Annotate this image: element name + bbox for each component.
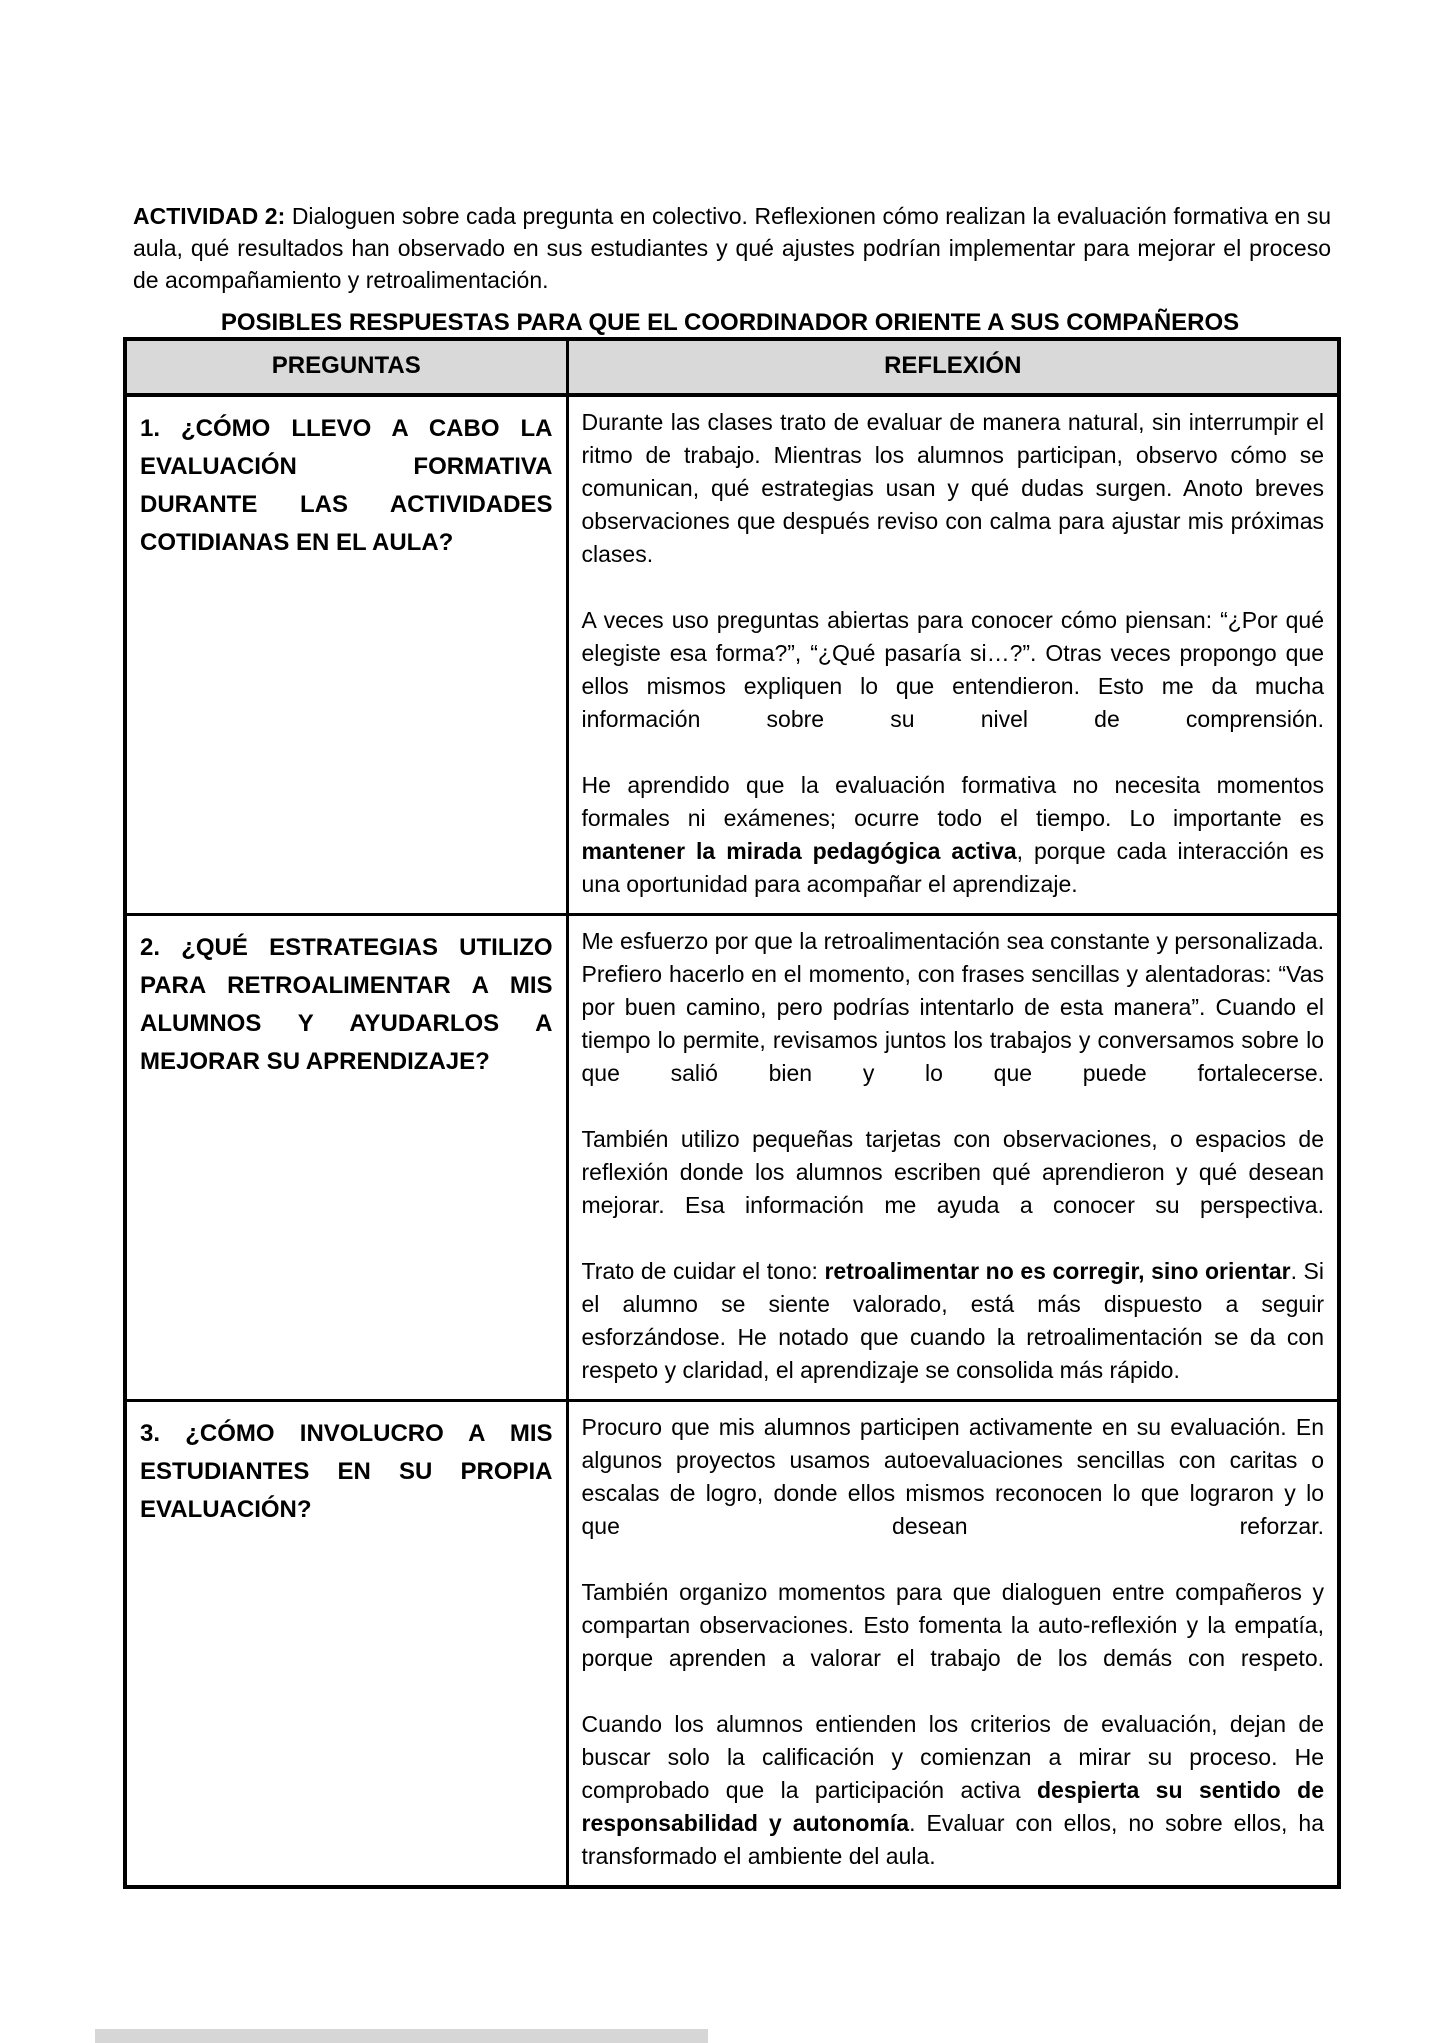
reflection-text: He aprendido que la evaluación formativa no necesita momentos formales ni exámenes; ocurre todo el tiempo. Lo importante es <box>581 772 1324 831</box>
question-text: 2. ¿QUÉ ESTRATEGIAS UTILIZO PARA RETROALIMENTAR A MIS ALUMNOS Y AYUDARLOS A MEJORAR SU APRENDIZAJE? <box>140 934 553 1075</box>
reflection-text: También organizo momentos para que dialoguen entre compañeros y compartan observaciones. Esto fomenta la auto-reflexión y la empatía, porque aprenden a valorar el trabajo de los demás con respeto. <box>581 1579 1324 1671</box>
reflection-bold-text: despierta su sentido de responsabilidad y autonomía <box>581 1777 1324 1836</box>
reflection-text: A veces uso preguntas abiertas para conocer cómo piensan: “¿Por qué elegiste esa forma?”, “¿Qué pasaría si…?”. Otras veces propongo que ellos mismos expliquen lo que entendieron. Esto me da mucha información sobre su nivel de comprensión. <box>581 607 1324 732</box>
reflection-paragraph <box>582 1576 1325 1675</box>
reflection-paragraph <box>582 1411 1325 1543</box>
table-header-row <box>125 339 1339 395</box>
reflection-text: Durante las clases trato de evaluar de manera natural, sin interrumpir el ritmo de trabajo. Mientras los alumnos participan, observo cómo se comunican, qué estrategias usan y qué dudas surgen. Anoto breves observaciones que después reviso con calma para ajustar mis próximas clases. <box>581 409 1324 567</box>
table-title: POSIBLES RESPUESTAS PARA QUE EL COORDINADOR ORIENTE A SUS COMPAÑEROS <box>220 309 1240 336</box>
reflection-text: . Si el alumno se siente valorado, está más dispuesto a seguir esforzándose. He notado que cuando la retroalimentación se da con respeto y claridad, el aprendizaje se consolida más rápido. <box>581 1258 1325 1383</box>
reflection-cell <box>567 915 1339 1401</box>
table-body <box>125 395 1339 1887</box>
activity-intro <box>133 200 1331 296</box>
next-page-fragment <box>95 2029 708 2043</box>
reflection-bold-text: mantener la mirada pedagógica activa <box>581 838 1017 864</box>
activity-intro-body: Dialoguen sobre cada pregunta en colectivo. Reflexionen cómo realizan la evaluación formativa en su aula, qué resultados han observado en sus estudiantes y qué ajustes podrían implementar para mejorar el proceso de acompañamiento y retroalimentación. <box>133 203 1332 293</box>
reflection-text: . Evaluar con ellos, no sobre ellos, ha transformado el ambiente del aula. <box>581 1810 1324 1869</box>
reflection-paragraph <box>582 1255 1325 1387</box>
table-header <box>125 339 1339 395</box>
table-row <box>125 915 1339 1401</box>
reflection-cell <box>567 395 1339 915</box>
reflection-paragraph <box>582 769 1325 901</box>
question-cell <box>125 915 567 1401</box>
question-text: 3. ¿CÓMO INVOLUCRO A MIS ESTUDIANTES EN SU PROPIA EVALUACIÓN? <box>140 1420 553 1523</box>
reflection-bold-text: retroalimentar no es corregir, sino orientar <box>824 1258 1291 1284</box>
reflection-text: , porque cada interacción es una oportunidad para acompañar el aprendizaje. <box>581 838 1324 897</box>
table-row <box>125 395 1339 915</box>
reflection-text: También utilizo pequeñas tarjetas con observaciones, o espacios de reflexión donde los alumnos escriben qué aprendieron y qué desean mejorar. Esa información me ayuda a conocer su perspectiva. <box>581 1126 1324 1218</box>
reflection-text: Me esfuerzo por que la retroalimentación sea constante y personalizada. Prefiero hacerlo en el momento, con frases sencillas y alentadoras: “Vas por buen camino, pero podrías intentarlo de esta manera”. Cuando el tiempo lo permite, revisamos juntos los trabajos y conversamos sobre lo que salió bien y lo que puede fortalecerse. <box>581 928 1324 1086</box>
reflection-text: Cuando los alumnos entienden los criterios de evaluación, dejan de buscar solo la calificación y comienzan a mirar su proceso. He comprobado que la participación activa <box>581 1711 1324 1803</box>
reflection-paragraph <box>582 1123 1325 1222</box>
reflection-text: Procuro que mis alumnos participen activamente en su evaluación. En algunos proyectos usamos autoevaluaciones sencillas con caritas o escalas de logro, donde ellos mismos reconocen lo que lograron y lo que desean reforzar. <box>581 1414 1324 1539</box>
reflection-paragraph <box>582 1708 1325 1873</box>
reflection-paragraph <box>582 406 1325 571</box>
respuestas-table <box>123 337 1341 1889</box>
reflection-text: Trato de cuidar el tono: <box>581 1258 825 1284</box>
reflection-paragraph <box>582 604 1325 736</box>
column-header-preguntas: PREGUNTAS <box>125 339 567 395</box>
table-row <box>125 1401 1339 1888</box>
question-cell <box>125 395 567 915</box>
question-cell <box>125 1401 567 1888</box>
question-text: 1. ¿CÓMO LLEVO A CABO LA EVALUACIÓN FORMATIVA DURANTE LAS ACTIVIDADES COTIDIANAS EN EL AULA? <box>140 415 553 556</box>
page-content <box>123 200 1337 1889</box>
column-header-reflexion: REFLEXIÓN <box>567 339 1339 395</box>
activity-intro-lead: ACTIVIDAD 2: <box>133 203 286 229</box>
reflection-paragraph <box>582 925 1325 1090</box>
reflection-cell <box>567 1401 1339 1888</box>
